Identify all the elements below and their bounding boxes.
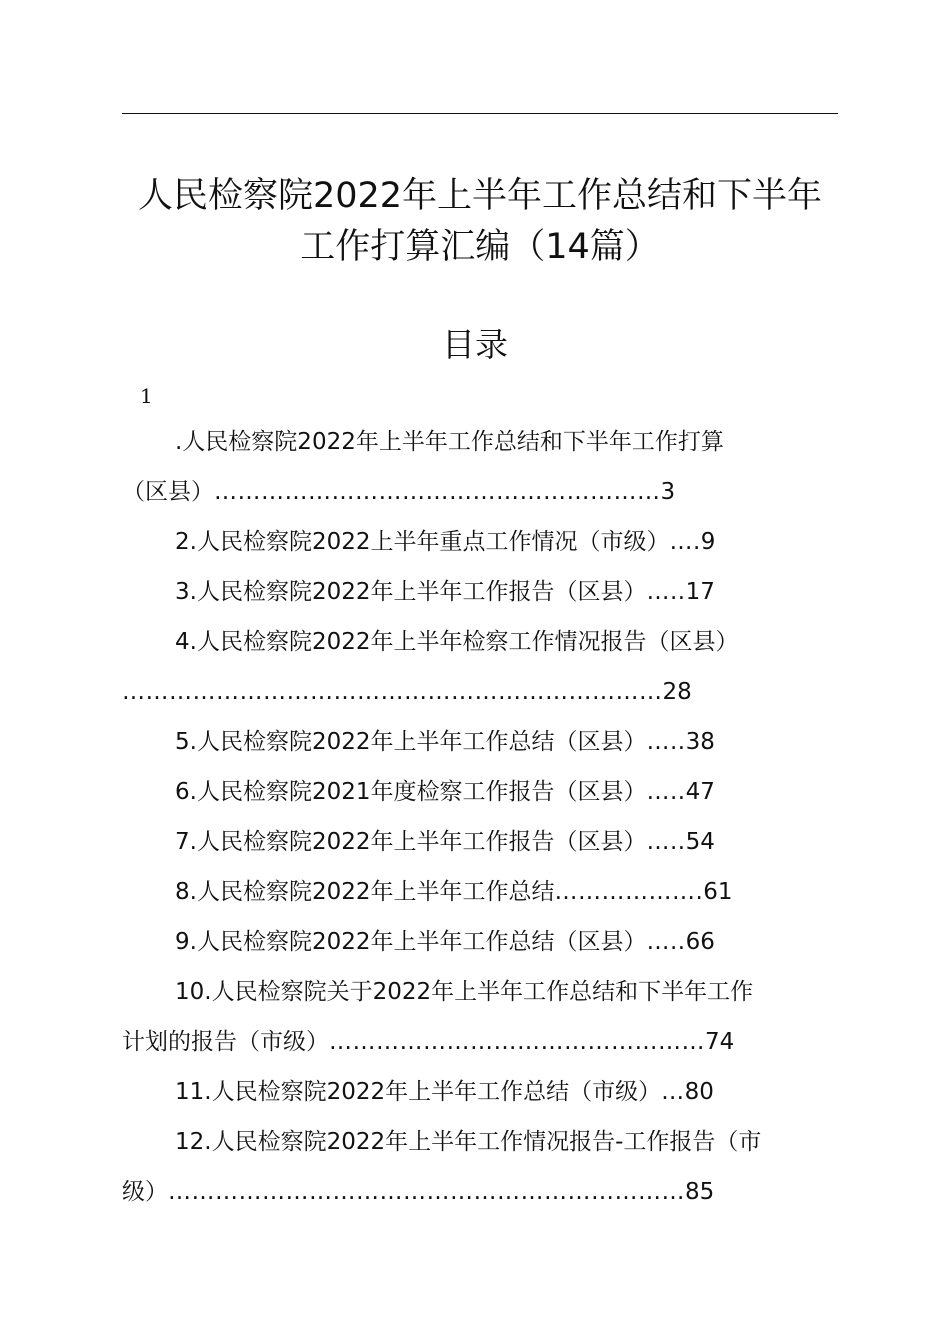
toc-entry-8-page: 61 [703,879,733,905]
toc-entry-4-text[interactable]: 4.人民检察院2022年上半年检察工作情况报告（区县） [175,629,739,655]
toc-entry-10-page: 74 [705,1029,735,1055]
dot-leader: ………………………………………… [329,1029,705,1055]
toc-entry-9-page: 66 [685,929,715,955]
toc-entry-1-text-cont: （区县） [122,479,214,505]
toc-entry-3[interactable] [175,577,715,607]
toc-entry-6-text: 6.人民检察院2021年度检察工作报告（区县） [175,779,647,805]
dot-leader: …. [669,529,701,555]
toc-entry-11[interactable] [175,1077,714,1107]
toc-entry-10-leader[interactable] [122,1027,734,1057]
toc-entry-8-text: 8.人民检察院2022年上半年工作总结 [175,879,555,905]
toc-entry-12-text[interactable]: 12.人民检察院2022年上半年工作情况报告-工作报告（市 [175,1129,762,1155]
dot-leader: ………………………………………………… [214,479,661,505]
document-title-line-2: 工作打算汇编（14篇） [300,227,660,267]
toc-entry-4-page: 28 [662,679,692,705]
toc-heading: 目录 [442,325,508,364]
toc-entry-9-text: 9.人民检察院2022年上半年工作总结（区县） [175,929,647,955]
toc-entry-9[interactable] [175,927,715,957]
dot-leader: ….. [646,729,686,755]
toc-entry-2-text: 2.人民检察院2022上半年重点工作情况（市级） [175,529,670,555]
toc-entry-2[interactable] [175,527,715,557]
toc-entry-1-page: 3 [660,479,676,505]
toc-entry-4-leader[interactable] [122,677,692,707]
dot-leader: ….. [646,579,686,605]
toc-entry-6[interactable] [175,777,715,807]
toc-entry-1-leader[interactable] [122,477,675,507]
dot-leader: … [661,1079,685,1105]
dot-leader: ………………. [554,879,704,905]
toc-entry-5-text: 5.人民检察院2022年上半年工作总结（区县） [175,729,647,755]
toc-entry-8[interactable] [175,877,733,907]
toc-entry-5[interactable] [175,727,715,757]
dot-leader: ….. [646,779,686,805]
dot-leader: ………………………………………………………… [168,1179,685,1205]
toc-entry-11-text: 11.人民检察院2022年上半年工作总结（市级） [175,1079,662,1105]
toc-entry-7-text: 7.人民检察院2022年上半年工作报告（区县） [175,829,647,855]
toc-entry-5-page: 38 [685,729,715,755]
dot-leader: ….. [646,929,686,955]
toc-entry-10-text[interactable]: 10.人民检察院关于2022年上半年工作总结和下半年工作 [175,979,754,1005]
toc-entry-3-text: 3.人民检察院2022年上半年工作报告（区县） [175,579,647,605]
toc-entry-2-page: 9 [700,529,716,555]
dot-leader: ….. [646,829,686,855]
dot-leader: …………………………………………………………… [122,679,663,705]
toc-entry-7-page: 54 [685,829,715,855]
toc-entry-12-page: 85 [685,1179,715,1205]
toc-entry-10-text-cont: 计划的报告（市级） [122,1029,329,1055]
toc-marker: 1 [140,384,153,408]
toc-entry-11-page: 80 [684,1079,714,1105]
document-title-line-1: 人民检察院2022年上半年工作总结和下半年 [137,176,823,216]
header-rule [122,113,838,114]
toc-entry-1-text[interactable]: .人民检察院2022年上半年工作总结和下半年工作打算 [175,429,724,455]
toc-entry-12-leader[interactable] [122,1177,714,1207]
toc-entry-3-page: 17 [685,579,715,605]
toc-entry-7[interactable] [175,827,715,857]
toc-entry-12-text-cont: 级） [122,1179,168,1205]
toc-entry-6-page: 47 [685,779,715,805]
